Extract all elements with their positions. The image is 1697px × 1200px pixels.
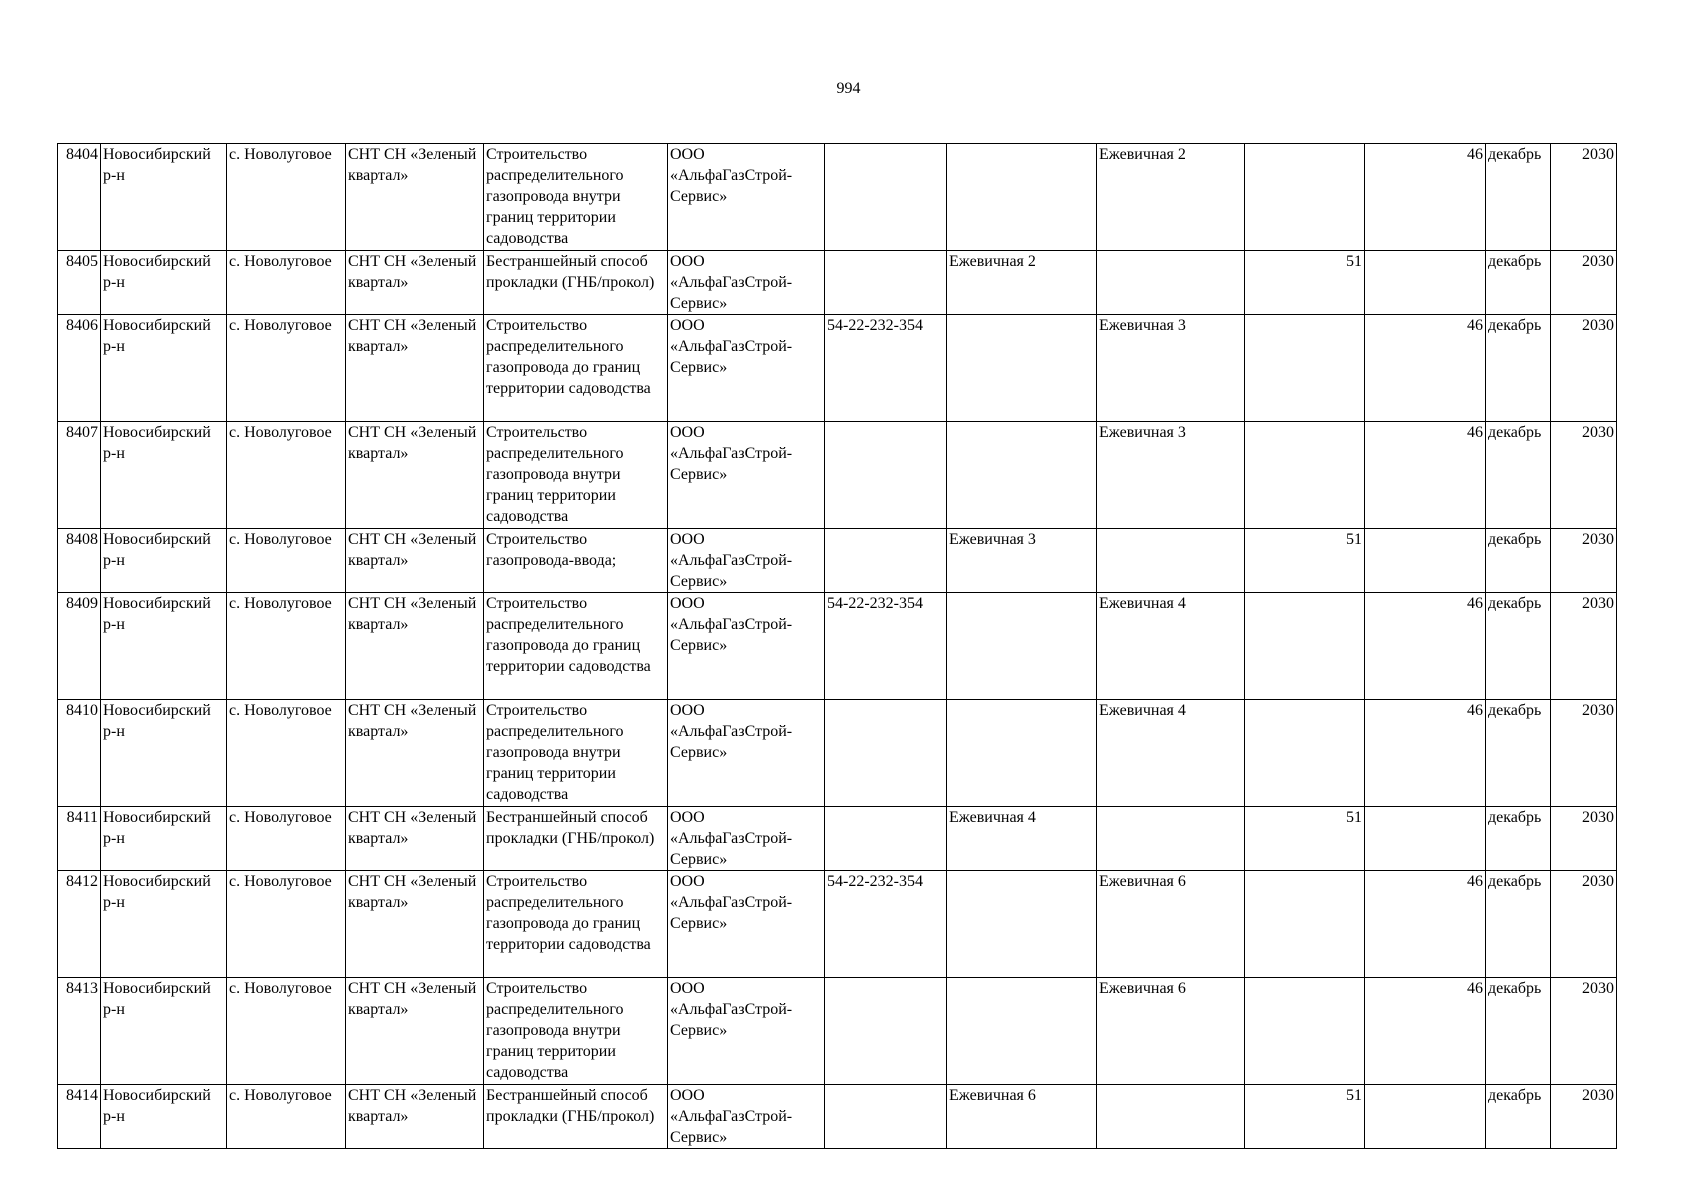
district-cell: Новосибирский р-н (101, 978, 227, 1085)
contractor-cell: ООО «АльфаГазСтрой-Сервис» (668, 593, 825, 700)
street-cell-b: Ежевичная 4 (1097, 700, 1245, 807)
year-cell: 2030 (1551, 807, 1617, 871)
value-cell-a: 51 (1245, 807, 1365, 871)
year-cell: 2030 (1551, 700, 1617, 807)
value-cell-a: 51 (1245, 529, 1365, 593)
locality-cell: с. Новолуговое (227, 422, 346, 529)
value-cell-b (1365, 251, 1486, 315)
permit-cell (825, 529, 947, 593)
district-cell: Новосибирский р-н (101, 315, 227, 422)
locality-cell: с. Новолуговое (227, 871, 346, 978)
year-cell: 2030 (1551, 871, 1617, 978)
contractor-cell: ООО «АльфаГазСтрой-Сервис» (668, 700, 825, 807)
street-cell-a: Ежевичная 4 (947, 807, 1097, 871)
locality-cell: с. Новолуговое (227, 1085, 346, 1149)
district-cell: Новосибирский р-н (101, 251, 227, 315)
value-cell-b: 46 (1365, 593, 1486, 700)
contractor-cell: ООО «АльфаГазСтрой-Сервис» (668, 978, 825, 1085)
permit-cell (825, 700, 947, 807)
table-body (58, 144, 1617, 1149)
permit-cell: 54-22-232-354 (825, 315, 947, 422)
street-cell-a (947, 593, 1097, 700)
value-cell-a (1245, 871, 1365, 978)
street-cell-b: Ежевичная 6 (1097, 871, 1245, 978)
permit-cell (825, 144, 947, 251)
value-cell-a: 51 (1245, 1085, 1365, 1149)
month-cell: декабрь (1486, 529, 1551, 593)
table-row (58, 593, 1617, 700)
district-cell: Новосибирский р-н (101, 422, 227, 529)
year-cell: 2030 (1551, 529, 1617, 593)
snt-cell: СНТ СН «Зеленый квартал» (346, 251, 484, 315)
year-cell: 2030 (1551, 1085, 1617, 1149)
district-cell: Новосибирский р-н (101, 144, 227, 251)
table-row (58, 700, 1617, 807)
work-description-cell: Бестраншейный способ прокладки (ГНБ/прокол) (484, 807, 668, 871)
district-cell: Новосибирский р-н (101, 593, 227, 700)
value-cell-a: 51 (1245, 251, 1365, 315)
snt-cell: СНТ СН «Зеленый квартал» (346, 422, 484, 529)
work-description-cell: Строительство газопровода-ввода; (484, 529, 668, 593)
work-description-cell: Бестраншейный способ прокладки (ГНБ/прокол) (484, 251, 668, 315)
month-cell: декабрь (1486, 422, 1551, 529)
row-number: 8408 (58, 529, 101, 593)
permit-cell (825, 422, 947, 529)
value-cell-a (1245, 315, 1365, 422)
month-cell: декабрь (1486, 1085, 1551, 1149)
value-cell-b (1365, 529, 1486, 593)
street-cell-b: Ежевичная 3 (1097, 315, 1245, 422)
snt-cell: СНТ СН «Зеленый квартал» (346, 144, 484, 251)
district-cell: Новосибирский р-н (101, 1085, 227, 1149)
value-cell-b: 46 (1365, 144, 1486, 251)
contractor-cell: ООО «АльфаГазСтрой-Сервис» (668, 529, 825, 593)
district-cell: Новосибирский р-н (101, 871, 227, 978)
row-number: 8406 (58, 315, 101, 422)
table-row (58, 144, 1617, 251)
street-cell-a: Ежевичная 3 (947, 529, 1097, 593)
locality-cell: с. Новолуговое (227, 700, 346, 807)
value-cell-a (1245, 700, 1365, 807)
street-cell-a (947, 871, 1097, 978)
contractor-cell: ООО «АльфаГазСтрой-Сервис» (668, 422, 825, 529)
permit-cell: 54-22-232-354 (825, 593, 947, 700)
row-number: 8411 (58, 807, 101, 871)
table-row (58, 871, 1617, 978)
month-cell: декабрь (1486, 978, 1551, 1085)
month-cell: декабрь (1486, 251, 1551, 315)
street-cell-b (1097, 807, 1245, 871)
locality-cell: с. Новолуговое (227, 978, 346, 1085)
month-cell: декабрь (1486, 807, 1551, 871)
contractor-cell: ООО «АльфаГазСтрой-Сервис» (668, 807, 825, 871)
street-cell-a (947, 700, 1097, 807)
work-description-cell: Строительство распределительного газопровода до границ территории садоводства (484, 871, 668, 978)
locality-cell: с. Новолуговое (227, 807, 346, 871)
contractor-cell: ООО «АльфаГазСтрой-Сервис» (668, 1085, 825, 1149)
work-description-cell: Строительство распределительного газопровода внутри границ территории садоводства (484, 978, 668, 1085)
table-row (58, 807, 1617, 871)
snt-cell: СНТ СН «Зеленый квартал» (346, 1085, 484, 1149)
table-row (58, 529, 1617, 593)
year-cell: 2030 (1551, 144, 1617, 251)
table-row (58, 315, 1617, 422)
month-cell: декабрь (1486, 144, 1551, 251)
row-number: 8404 (58, 144, 101, 251)
street-cell-b: Ежевичная 3 (1097, 422, 1245, 529)
value-cell-b: 46 (1365, 871, 1486, 978)
work-description-cell: Строительство распределительного газопровода до границ территории садоводства (484, 315, 668, 422)
year-cell: 2030 (1551, 315, 1617, 422)
street-cell-a (947, 315, 1097, 422)
value-cell-b: 46 (1365, 978, 1486, 1085)
snt-cell: СНТ СН «Зеленый квартал» (346, 807, 484, 871)
registry-table (57, 143, 1617, 1149)
street-cell-b: Ежевичная 2 (1097, 144, 1245, 251)
street-cell-b (1097, 251, 1245, 315)
year-cell: 2030 (1551, 422, 1617, 529)
value-cell-a (1245, 144, 1365, 251)
locality-cell: с. Новолуговое (227, 529, 346, 593)
month-cell: декабрь (1486, 700, 1551, 807)
table-row (58, 251, 1617, 315)
row-number: 8414 (58, 1085, 101, 1149)
snt-cell: СНТ СН «Зеленый квартал» (346, 871, 484, 978)
value-cell-b: 46 (1365, 422, 1486, 529)
row-number: 8413 (58, 978, 101, 1085)
work-description-cell: Строительство распределительного газопровода внутри границ территории садоводства (484, 422, 668, 529)
locality-cell: с. Новолуговое (227, 251, 346, 315)
district-cell: Новосибирский р-н (101, 700, 227, 807)
snt-cell: СНТ СН «Зеленый квартал» (346, 593, 484, 700)
contractor-cell: ООО «АльфаГазСтрой-Сервис» (668, 251, 825, 315)
snt-cell: СНТ СН «Зеленый квартал» (346, 529, 484, 593)
district-cell: Новосибирский р-н (101, 807, 227, 871)
month-cell: декабрь (1486, 871, 1551, 978)
table-row (58, 978, 1617, 1085)
value-cell-a (1245, 978, 1365, 1085)
permit-cell (825, 251, 947, 315)
work-description-cell: Бестраншейный способ прокладки (ГНБ/прокол) (484, 1085, 668, 1149)
street-cell-a (947, 978, 1097, 1085)
street-cell-b: Ежевичная 4 (1097, 593, 1245, 700)
street-cell-a (947, 144, 1097, 251)
page-number: 994 (836, 80, 861, 97)
permit-cell (825, 978, 947, 1085)
district-cell: Новосибирский р-н (101, 529, 227, 593)
street-cell-a (947, 422, 1097, 529)
value-cell-a (1245, 593, 1365, 700)
contractor-cell: ООО «АльфаГазСтрой-Сервис» (668, 315, 825, 422)
row-number: 8407 (58, 422, 101, 529)
work-description-cell: Строительство распределительного газопровода внутри границ территории садоводства (484, 144, 668, 251)
value-cell-b: 46 (1365, 700, 1486, 807)
locality-cell: с. Новолуговое (227, 315, 346, 422)
permit-cell: 54-22-232-354 (825, 871, 947, 978)
contractor-cell: ООО «АльфаГазСтрой-Сервис» (668, 144, 825, 251)
locality-cell: с. Новолуговое (227, 144, 346, 251)
street-cell-b (1097, 1085, 1245, 1149)
permit-cell (825, 1085, 947, 1149)
street-cell-b: Ежевичная 6 (1097, 978, 1245, 1085)
value-cell-b (1365, 807, 1486, 871)
year-cell: 2030 (1551, 593, 1617, 700)
street-cell-a: Ежевичная 6 (947, 1085, 1097, 1149)
permit-cell (825, 807, 947, 871)
year-cell: 2030 (1551, 251, 1617, 315)
table-row (58, 1085, 1617, 1149)
value-cell-b: 46 (1365, 315, 1486, 422)
snt-cell: СНТ СН «Зеленый квартал» (346, 978, 484, 1085)
value-cell-b (1365, 1085, 1486, 1149)
work-description-cell: Строительство распределительного газопровода до границ территории садоводства (484, 593, 668, 700)
street-cell-b (1097, 529, 1245, 593)
month-cell: декабрь (1486, 315, 1551, 422)
month-cell: декабрь (1486, 593, 1551, 700)
value-cell-a (1245, 422, 1365, 529)
year-cell: 2030 (1551, 978, 1617, 1085)
snt-cell: СНТ СН «Зеленый квартал» (346, 700, 484, 807)
row-number: 8409 (58, 593, 101, 700)
work-description-cell: Строительство распределительного газопровода внутри границ территории садоводства (484, 700, 668, 807)
row-number: 8410 (58, 700, 101, 807)
table-row (58, 422, 1617, 529)
street-cell-a: Ежевичная 2 (947, 251, 1097, 315)
snt-cell: СНТ СН «Зеленый квартал» (346, 315, 484, 422)
locality-cell: с. Новолуговое (227, 593, 346, 700)
row-number: 8405 (58, 251, 101, 315)
row-number: 8412 (58, 871, 101, 978)
contractor-cell: ООО «АльфаГазСтрой-Сервис» (668, 871, 825, 978)
